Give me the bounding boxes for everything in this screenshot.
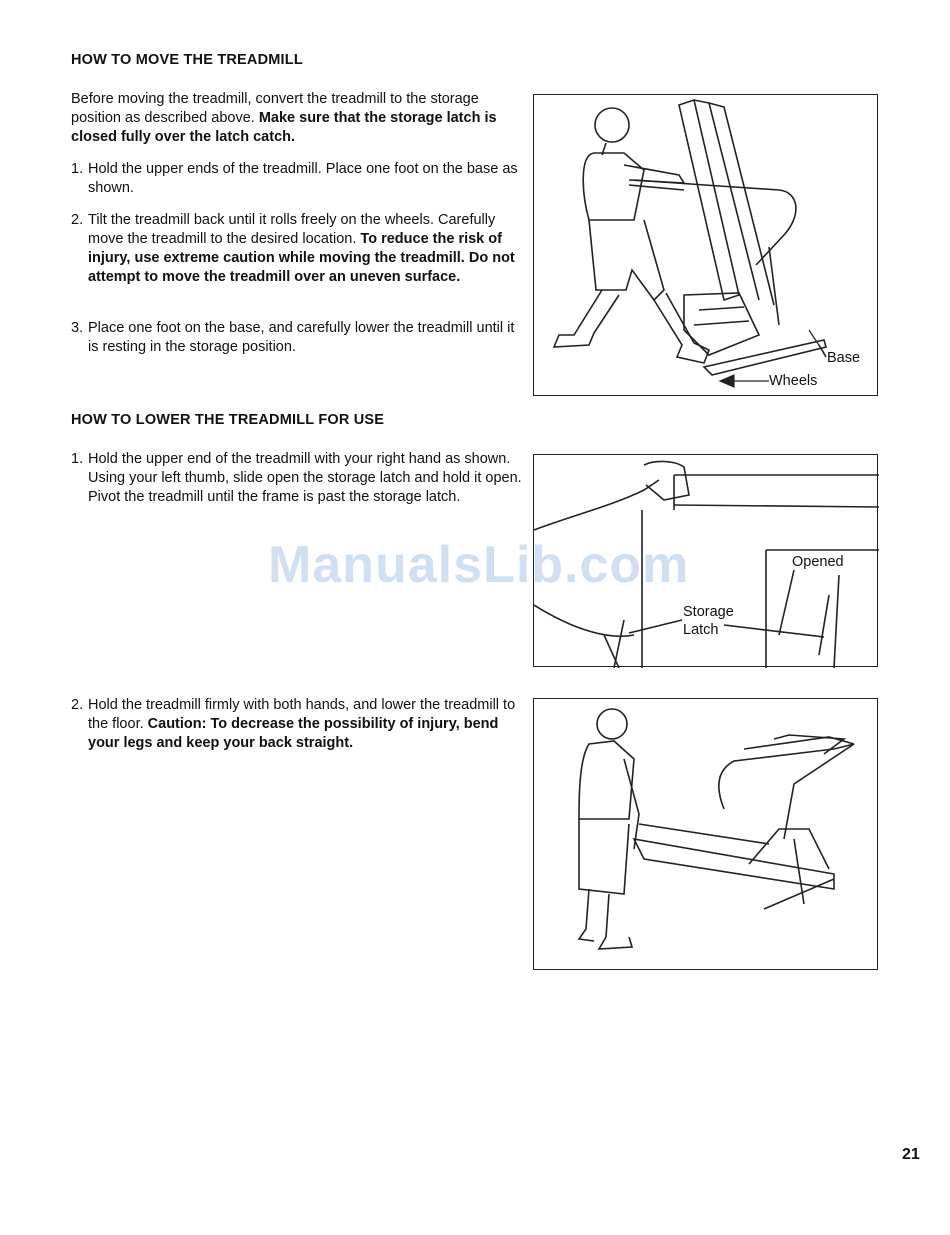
intro-warning: Make sure that the storage latch is closed fully over the latch catch. xyxy=(71,110,497,145)
label-opened: Opened xyxy=(792,554,844,570)
heading-lower-treadmill: HOW TO LOWER THE TREADMILL FOR USE xyxy=(71,412,385,428)
label-latch: Latch xyxy=(683,622,719,638)
move-step-1 xyxy=(71,160,528,198)
heading-move-treadmill: HOW TO MOVE THE TREADMILL xyxy=(71,52,303,68)
label-storage: Storage xyxy=(683,604,734,620)
step-warning: To reduce the risk of injury, use extreme caution while moving the treadmill. Do not attempt to move the treadmill over an uneven surface. xyxy=(88,231,515,285)
step-text: Hold the treadmill firmly with both hands, and lower the treadmill to the floor. xyxy=(88,697,516,732)
step-number: 1. xyxy=(71,161,84,177)
step-number: 2. xyxy=(71,697,84,713)
label-base: Base xyxy=(827,350,861,366)
step-text: Place one foot on the base, and carefully lower the treadmill until it is resting in the storage position. xyxy=(88,320,515,355)
figure-moving-treadmill xyxy=(533,94,878,396)
label-wheels: Wheels xyxy=(769,373,818,389)
step-number: 2. xyxy=(71,212,84,228)
step-text: Hold the upper ends of the treadmill. Place one foot on the base as shown. xyxy=(88,161,518,196)
watermark: ManualsLib.com xyxy=(268,536,690,594)
step-text: Tilt the treadmill back until it rolls freely on the wheels. Carefully move the treadmill to the desired location. xyxy=(88,212,496,247)
move-step-3 xyxy=(71,319,528,357)
step-text: Hold the upper end of the treadmill with your right hand as shown. Using your left thumb, slide open the storage latch and hold it open. Pivot the treadmill until the frame is past the storage latch. xyxy=(88,451,522,505)
step-number: 3. xyxy=(71,320,84,336)
lower-step-2 xyxy=(71,696,528,753)
step-warning: Caution: To decrease the possibility of injury, bend your legs and keep your back straight. xyxy=(88,716,499,751)
intro-text: Before moving the treadmill, convert the treadmill to the storage position as described above. xyxy=(71,91,479,126)
intro-paragraph xyxy=(71,90,511,147)
figure-lowering-illustration xyxy=(534,699,879,971)
lower-step-1 xyxy=(71,450,528,507)
step-number: 1. xyxy=(71,451,84,467)
move-step-2 xyxy=(71,211,528,287)
page-number: 21 xyxy=(902,1146,920,1163)
figure-lowering-treadmill xyxy=(533,698,878,970)
